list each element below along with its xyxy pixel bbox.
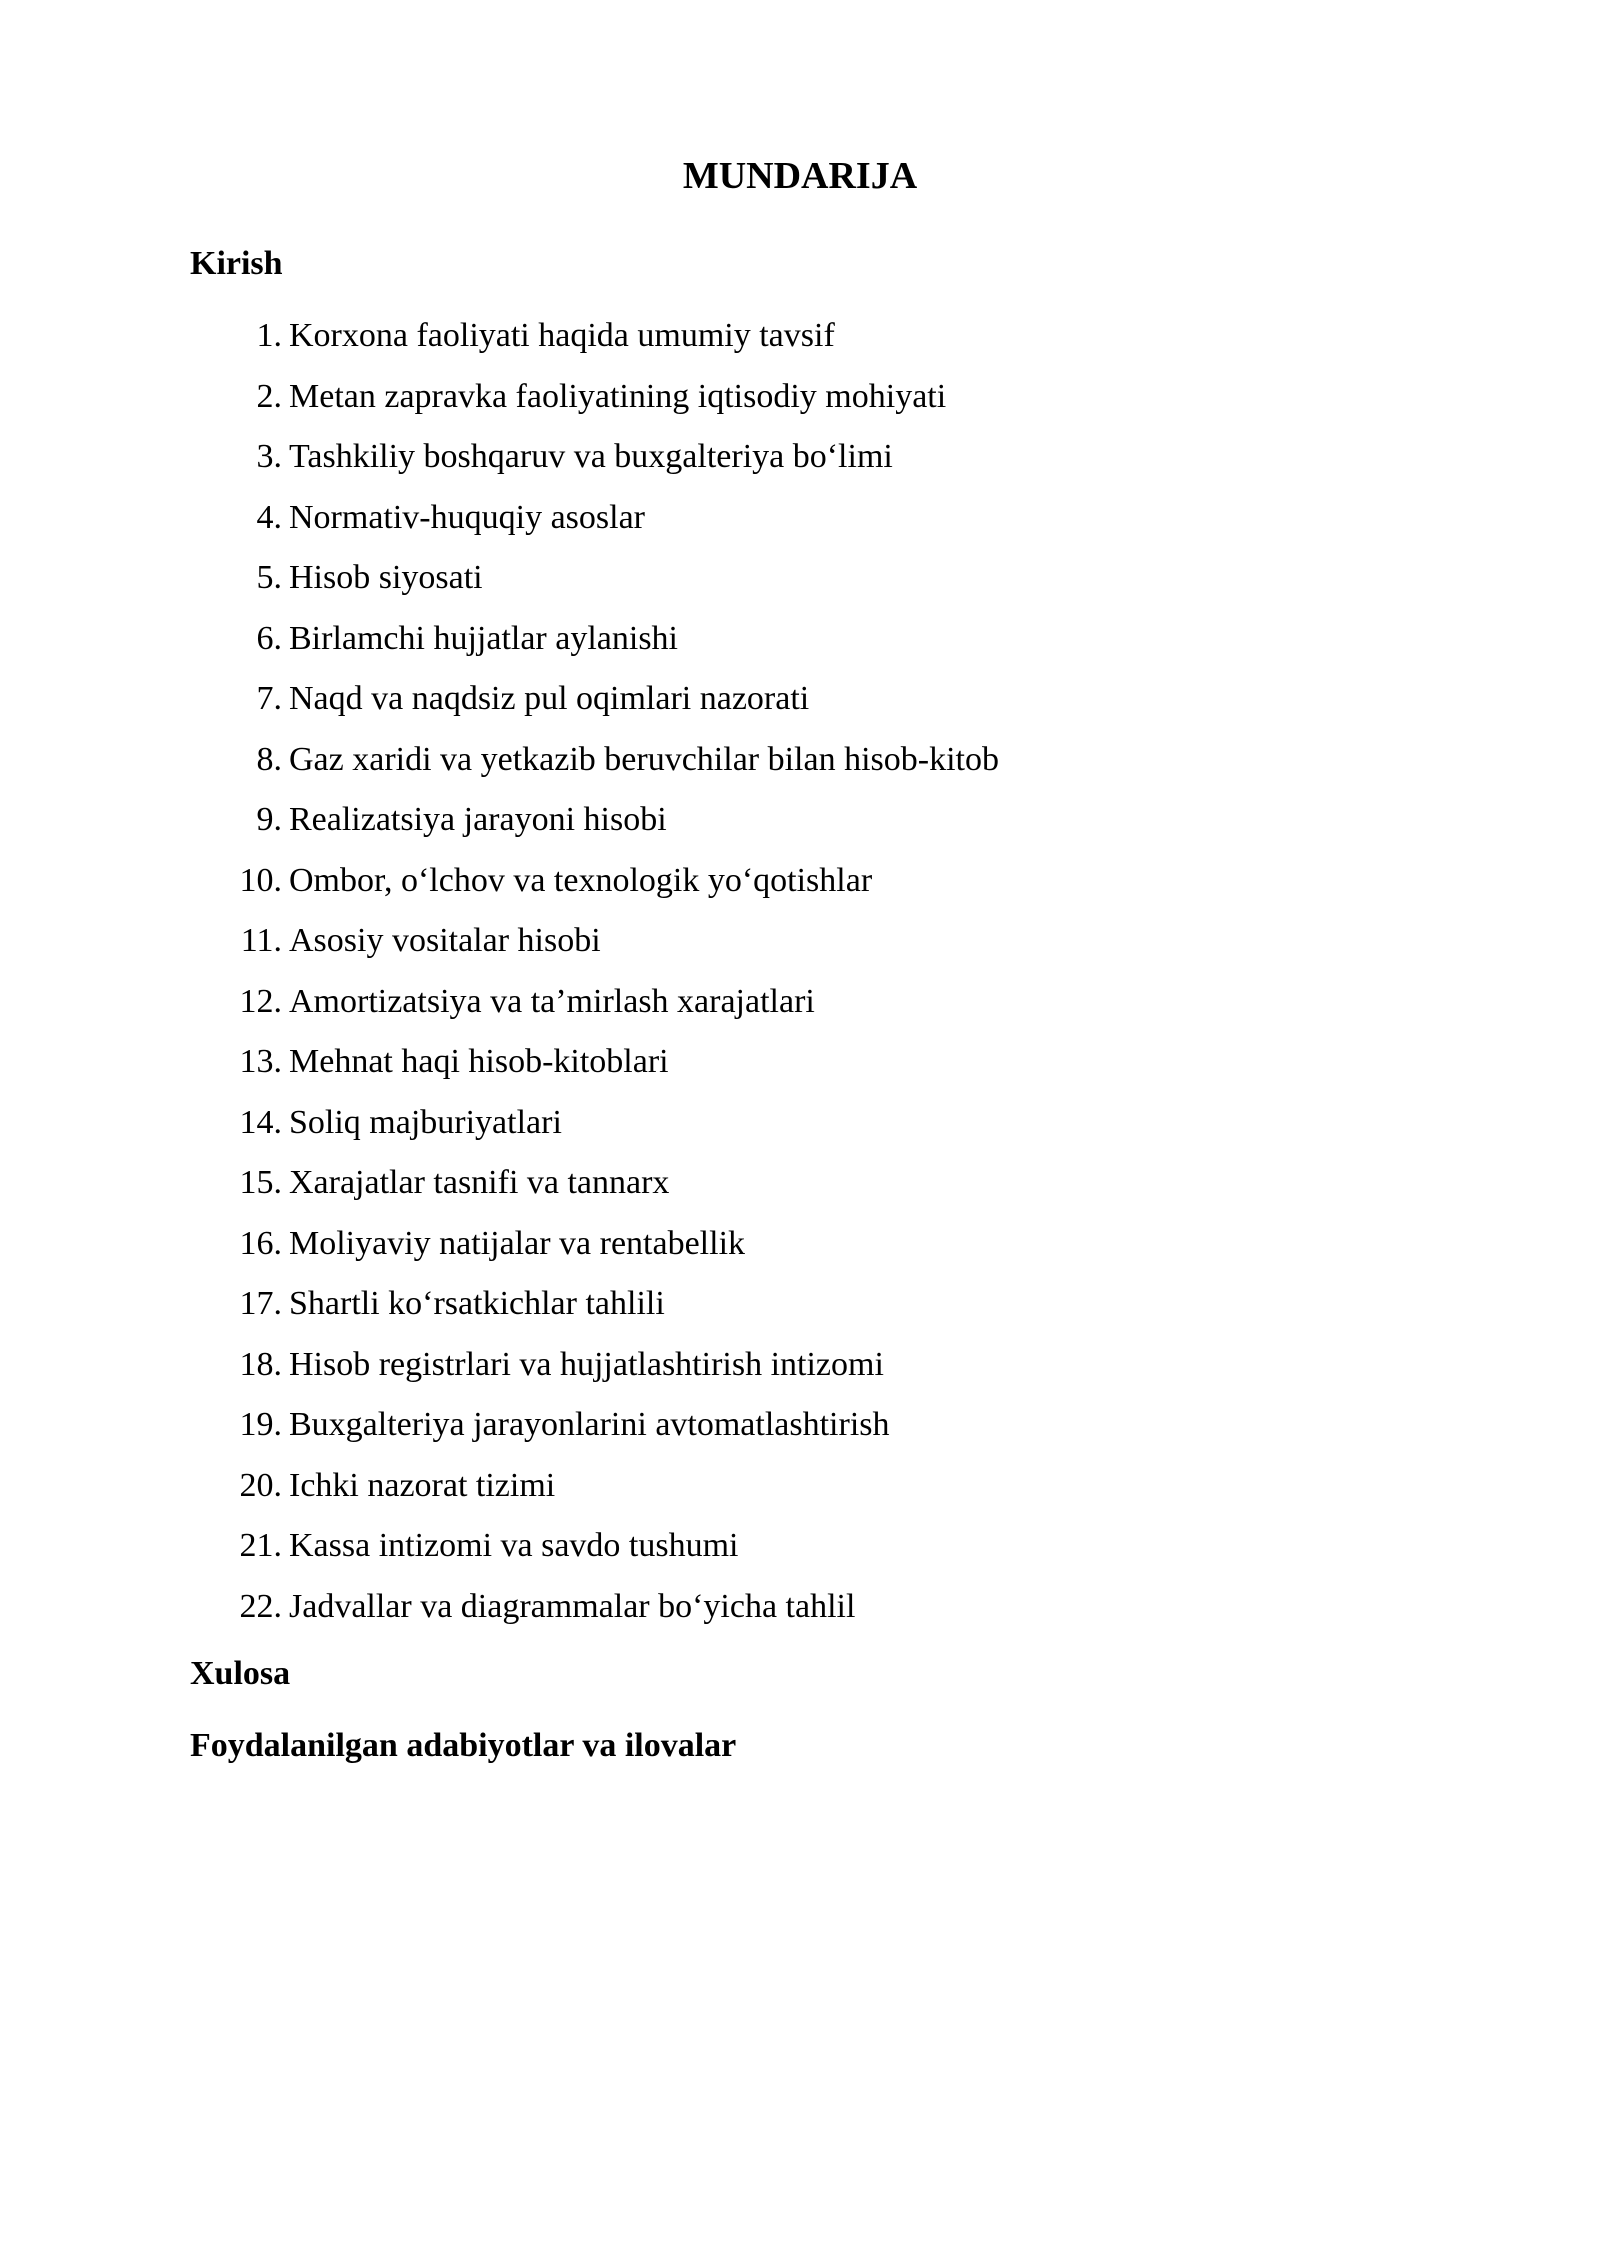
toc-item-title: Moliyaviy natijalar va rentabellik [289, 1224, 746, 1262]
toc-item [0, 1222, 1400, 1283]
toc-item [0, 1524, 1400, 1585]
conclusion-heading: Xulosa [190, 1655, 291, 1692]
toc-item-number: 12. [239, 982, 282, 1020]
toc-item-title: Soliq majburiyatlari [289, 1103, 562, 1141]
table-of-contents [0, 314, 1400, 1645]
toc-item [0, 617, 1400, 678]
toc-item [0, 435, 1400, 496]
toc-item-number: 21. [239, 1527, 282, 1564]
toc-item [0, 496, 1400, 557]
toc-item-number: 22. [239, 1587, 282, 1625]
toc-item-title: Mehnat haqi hisob-kitoblari [289, 1043, 669, 1080]
toc-item-title: Xarajatlar tasnifi va tannarx [289, 1164, 670, 1201]
toc-item [0, 1585, 1400, 1646]
toc-item-title: Amortizatsiya va ta’mirlash xarajatlari [289, 982, 815, 1020]
toc-item-number: 16. [239, 1224, 282, 1262]
toc-item [0, 1464, 1400, 1525]
toc-item-title: Realizatsiya jarayoni hisobi [289, 801, 667, 838]
toc-item-number: 4. [256, 498, 282, 536]
toc-item-title: Normativ-huquqiy asoslar [289, 498, 645, 536]
toc-item-title: Ombor, o‘lchov va texnologik yo‘qotishlar [289, 861, 873, 899]
toc-item [0, 980, 1400, 1041]
toc-item-title: Jadvallar va diagrammalar bo‘yicha tahlil [289, 1587, 856, 1625]
toc-item [0, 1403, 1400, 1464]
toc-item-title: Kassa intizomi va savdo tushumi [289, 1527, 739, 1564]
toc-item-title: Birlamchi hujjatlar aylanishi [289, 619, 679, 657]
toc-item-number: 19. [239, 1406, 282, 1443]
references-heading: Foydalanilgan adabiyotlar va ilovalar [190, 1727, 737, 1764]
toc-item-title: Gaz xaridi va yetkazib beruvchilar bilan hisob-kitob [289, 740, 999, 778]
toc-item-title: Shartli ko‘rsatkichlar tahlili [289, 1285, 665, 1322]
toc-item [0, 1282, 1400, 1343]
page-title: MUNDARIJA [682, 155, 918, 197]
toc-item-title: Naqd va naqdsiz pul oqimlari nazorati [289, 680, 810, 717]
toc-item [0, 859, 1400, 920]
toc-item-number: 1. [256, 317, 282, 354]
toc-item-number: 20. [239, 1466, 282, 1504]
toc-item-number: 3. [256, 438, 282, 475]
toc-item-title: Tashkiliy boshqaruv va buxgalteriya bo‘limi [289, 438, 893, 475]
toc-item-number: 14. [239, 1103, 282, 1141]
toc-item [0, 1101, 1400, 1162]
toc-item [0, 1161, 1400, 1222]
toc-item [0, 798, 1400, 859]
toc-item [0, 556, 1400, 617]
toc-item [0, 375, 1400, 436]
toc-item-number: 17. [239, 1285, 282, 1322]
toc-item-number: 8. [256, 740, 282, 778]
toc-item-number: 7. [256, 680, 282, 717]
toc-item-title: Metan zapravka faoliyatining iqtisodiy mohiyati [289, 377, 947, 415]
toc-item-number: 18. [239, 1345, 282, 1383]
toc-item-number: 5. [256, 559, 282, 596]
toc-item [0, 919, 1400, 980]
toc-item [0, 677, 1400, 738]
toc-item-title: Korxona faoliyati haqida umumiy tavsif [289, 317, 835, 354]
toc-item-number: 11. [240, 922, 282, 959]
toc-item [0, 1040, 1400, 1101]
toc-item-title: Buxgalteriya jarayonlarini avtomatlashtirish [289, 1406, 890, 1443]
toc-item-title: Ichki nazorat tizimi [289, 1466, 556, 1504]
toc-item-title: Asosiy vositalar hisobi [289, 922, 601, 959]
toc-item [0, 738, 1400, 799]
toc-item-number: 15. [239, 1164, 282, 1201]
intro-heading: Kirish [190, 245, 283, 282]
toc-item-title: Hisob registrlari va hujjatlashtirish intizomi [289, 1345, 884, 1383]
toc-item-number: 9. [256, 801, 282, 838]
toc-item [0, 1343, 1400, 1404]
toc-item-number: 10. [239, 861, 282, 899]
toc-item-number: 2. [256, 377, 282, 415]
toc-item-number: 13. [239, 1043, 282, 1080]
toc-item-title: Hisob siyosati [289, 559, 483, 596]
toc-item [0, 314, 1400, 375]
toc-item-number: 6. [256, 619, 282, 657]
